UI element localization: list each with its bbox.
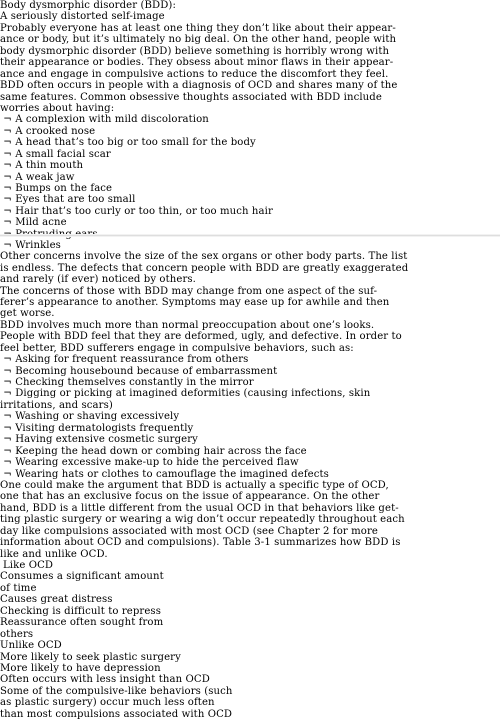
intro-line (0, 69, 500, 80)
behavior-item (0, 457, 500, 468)
argument-line-text: information about OCD and compulsions). Table 3-1 summarizes how BDD is (0, 537, 401, 549)
worry-item (0, 160, 500, 171)
bullet-icon: ¬ (0, 217, 16, 229)
behavior-item-text: Having extensive cosmetic surgery (15, 434, 198, 446)
table-unlike-row (0, 697, 500, 708)
worry-item-text: A head that’s too big or too small for the body (15, 137, 256, 149)
intro-line-text: BDD often occurs in people with a diagnosis of OCD and shares many of the (0, 80, 398, 92)
bullet-icon: ¬ (0, 137, 16, 149)
worry-item (0, 149, 500, 160)
bullet-icon: ¬ (0, 171, 16, 183)
table-unlike-row-text: as plastic surgery) occur much less often (0, 697, 215, 709)
worry-item (0, 183, 500, 194)
bullet-icon: ¬ (0, 445, 16, 457)
behavior-item-text: Checking themselves constantly in the mirror (15, 377, 254, 388)
argument-line (0, 480, 500, 491)
behavior-item-text: Becoming housebound because of embarrassment (15, 365, 278, 377)
argument-line-text: ting plastic surgery or wearing a wig don’t occur repeatedly throughout each (0, 514, 405, 526)
behavior-item-text: Keeping the head down or combing hair across the face (15, 445, 307, 457)
worry-item (0, 240, 500, 252)
intro-line (0, 80, 500, 91)
table-like-row-text: of time (0, 582, 37, 594)
worry-item-text: A complexion with mild discoloration (15, 114, 209, 126)
table-unlike-row (0, 652, 500, 663)
heading-text: Body dysmorphic disorder (BDD): (0, 0, 176, 11)
behavior-item (0, 366, 500, 377)
intro-line (0, 23, 500, 34)
behavior-item (0, 388, 500, 399)
behavior-item-text: Visiting dermatologists frequently (15, 422, 194, 434)
table-unlike-row (0, 674, 500, 685)
worry-item (0, 172, 500, 183)
argument-line-text: one that has an exclusive focus on the issue of appearance. On the other (0, 491, 380, 503)
table-unlike-row (0, 640, 500, 651)
table-like-row (0, 560, 500, 571)
intro-line-text: Probably everyone has at least one thing they don’t like about their appear- (0, 22, 396, 34)
concern-line-text: People with BDD feel that they are deformed, ugly, and defective. In order to (0, 331, 402, 343)
bullet-icon: ¬ (0, 468, 16, 480)
heading (0, 0, 500, 11)
worry-item-text: A thin mouth (15, 160, 84, 172)
bullet-icon: ¬ (0, 183, 16, 194)
intro-line (0, 103, 500, 114)
argument-line (0, 514, 500, 525)
bullet-icon: ¬ (0, 125, 16, 137)
concern-line-text: get worse. (0, 308, 55, 320)
worry-item-text: Wrinkles (15, 240, 61, 252)
worry-item (0, 194, 500, 205)
argument-line (0, 549, 500, 560)
concern-line (0, 320, 500, 331)
table-unlike-row (0, 663, 500, 674)
behavior-item (0, 469, 500, 480)
table-unlike-row (0, 709, 500, 720)
table-like-row (0, 606, 500, 617)
table-unlike-row-text: Often occurs with less insight than OCD (0, 674, 210, 686)
table-like-row (0, 594, 500, 605)
intro-line-text: same features. Common obsessive thoughts associated with BDD include (0, 91, 382, 103)
behavior-item-text: Digging or picking at imagined deformities (causing infections, skin (15, 388, 371, 400)
behavior-item (0, 434, 500, 445)
table-unlike-row-text: More likely to have depression (0, 662, 161, 674)
intro-line-text: body dysmorphic disorder (BDD) believe something is horribly wrong with (0, 45, 390, 57)
behavior-item-text: Wearing excessive make-up to hide the perceived flaw (15, 457, 299, 469)
concern-line-text: is endless. The defects that concern people with BDD are greatly exaggerated (0, 262, 409, 274)
table-like-row-text: Consumes a significant amount (0, 571, 164, 583)
bullet-icon: ¬ (0, 148, 16, 160)
intro-line (0, 92, 500, 103)
table-like-row-text: others (0, 628, 34, 640)
behavior-item-text: Wearing hats or clothes to camouflage the imagined defects (15, 468, 329, 480)
bullet-icon: ¬ (0, 388, 16, 400)
behavior-item (0, 423, 500, 434)
concern-line-text: BDD involves much more than normal preoccupation about one’s looks. (0, 319, 375, 331)
bullet-icon: ¬ (0, 422, 16, 434)
worry-item-text: Hair that’s too curly or too thin, or too much hair (15, 205, 273, 217)
table-unlike-row-text: More likely to seek plastic surgery (0, 651, 181, 663)
bullet-icon: ¬ (0, 114, 16, 126)
concern-line (0, 274, 500, 285)
worry-item (0, 137, 500, 148)
bullet-icon: ¬ (0, 365, 16, 377)
bullet-icon: ¬ (0, 377, 16, 388)
intro-line-text: their appearance or bodies. They obsess about minor flaws in their appear- (0, 57, 394, 69)
table-like-row-text: Like OCD (3, 560, 54, 571)
table-unlike-row-text: Unlike OCD (0, 640, 62, 652)
intro-line-text: ance or body, but it’s ultimately no big deal. On the other hand, people with (0, 34, 397, 46)
argument-line (0, 537, 500, 548)
concern-line (0, 297, 500, 308)
concern-line-text: and rarely (if ever) noticed by others. (0, 274, 196, 286)
bullet-icon: ¬ (0, 411, 16, 423)
bullet-icon: ¬ (0, 434, 16, 446)
behavior-item (0, 411, 500, 422)
bullet-icon: ¬ (0, 160, 16, 172)
intro-line (0, 57, 500, 68)
argument-line (0, 491, 500, 502)
bullet-icon: ¬ (0, 205, 16, 217)
concern-line-text: ferer’s appearance to another. Symptoms may ease up for awhile and then (0, 296, 390, 308)
intro-line-text: ance and engage in compulsive actions to reduce the discomfort they feel. (0, 68, 389, 80)
bullet-icon: ¬ (0, 194, 16, 206)
table-like-row-text: Checking is difficult to repress (0, 605, 161, 617)
worry-item (0, 126, 500, 137)
bullet-icon: ¬ (0, 354, 16, 366)
intro-line-text: worries about having: (0, 102, 115, 114)
table-unlike-row-text: Some of the compulsive-like behaviors (such (0, 685, 233, 697)
worry-item-text: Bumps on the face (15, 183, 113, 194)
concern-line (0, 251, 500, 262)
table-like-row (0, 629, 500, 640)
concern-line (0, 331, 500, 342)
behavior-item-text: irritations, and scars) (0, 399, 113, 411)
behavior-item (0, 377, 500, 388)
worry-item-text: Eyes that are too small (15, 194, 136, 206)
table-like-row-text: Causes great distress (0, 594, 113, 606)
argument-line (0, 526, 500, 537)
worry-item-text: A crooked nose (15, 125, 96, 137)
argument-line-text: One could make the argument that BDD is actually a specific type of OCD, (0, 479, 389, 491)
bullet-icon: ¬ (0, 457, 16, 469)
concern-line-text: feel better, BDD sufferers engage in compulsive behaviors, such as: (0, 342, 354, 354)
worry-item-text: Mild acne (15, 217, 67, 229)
worry-item (0, 217, 500, 228)
subheading (0, 11, 500, 22)
worry-item (0, 206, 500, 217)
concern-line-text: Other concerns involve the size of the sex organs or other body parts. The list (0, 251, 408, 263)
worry-item (0, 114, 500, 125)
subheading-text: A seriously distorted self-image (0, 11, 165, 23)
table-unlike-row (0, 686, 500, 697)
intro-line (0, 46, 500, 57)
argument-line-text: like and unlike OCD. (0, 548, 108, 560)
intro-line (0, 34, 500, 45)
table-like-row-text: Reassurance often sought from (0, 617, 164, 629)
concern-line (0, 343, 500, 354)
page-seam (0, 234, 500, 237)
table-like-row (0, 583, 500, 594)
concern-line (0, 286, 500, 297)
behavior-item-text: Washing or shaving excessively (15, 411, 180, 423)
behavior-item (0, 446, 500, 457)
concern-line (0, 263, 500, 274)
concern-line (0, 308, 500, 319)
argument-line (0, 503, 500, 514)
table-like-row (0, 617, 500, 628)
worry-item-text: A weak jaw (15, 171, 75, 183)
argument-line-text: hand, BDD is a little different from the usual OCD in that behaviors like get- (0, 502, 399, 514)
table-like-row (0, 571, 500, 582)
worry-item-text: A small facial scar (15, 148, 111, 160)
table-unlike-row-text: than most compulsions associated with OCD (0, 708, 233, 720)
concern-line-text: The concerns of those with BDD may change from one aspect of the suf- (0, 285, 378, 297)
argument-line-text: day like compulsions associated with most OCD (see Chapter 2 for more (0, 525, 378, 537)
behavior-item (0, 400, 500, 411)
bullet-icon: ¬ (0, 240, 16, 252)
behavior-item (0, 354, 500, 365)
behavior-item-text: Asking for frequent reassurance from others (15, 354, 249, 366)
